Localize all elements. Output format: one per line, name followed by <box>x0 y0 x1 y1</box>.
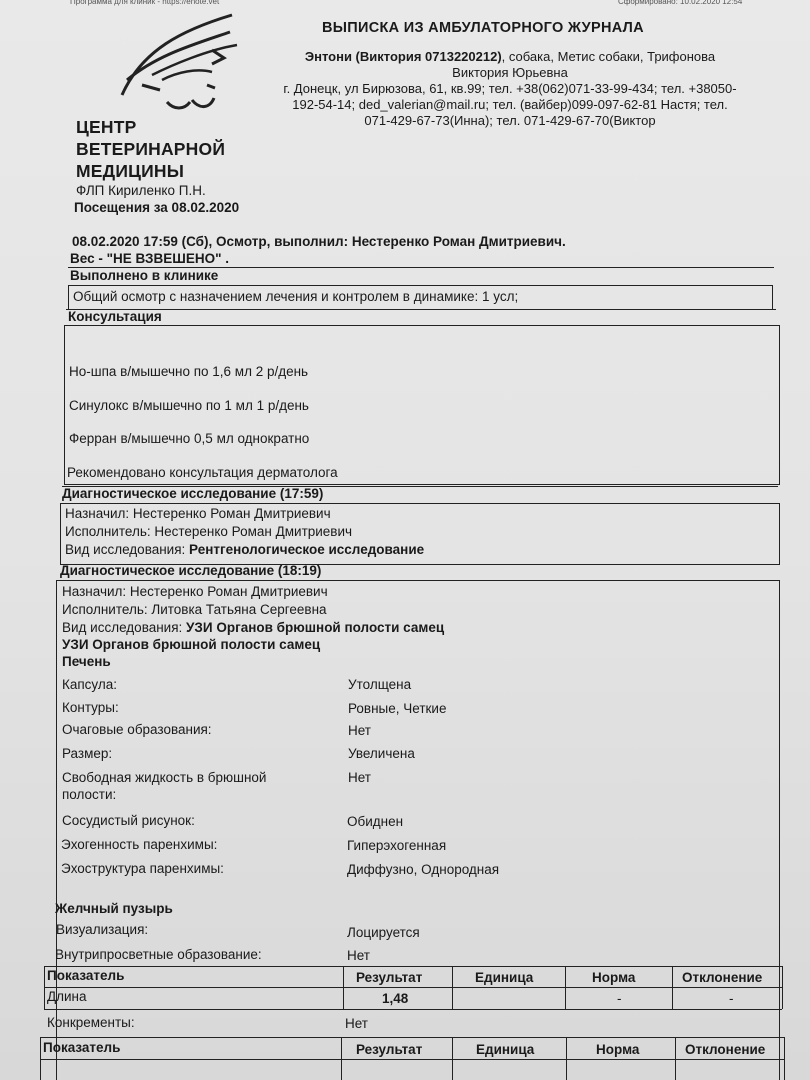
diag1-performer: Исполнитель: Нестеренко Роман Дмитриевич <box>65 524 353 539</box>
table-border <box>40 1037 784 1038</box>
liver-label-echogenicity: Эхогенность паренхимы: <box>61 837 218 852</box>
visits-title: Посещения за 08.02.2020 <box>74 200 240 215</box>
table-cell-indicator: Длина <box>47 989 87 1004</box>
generated-date: Сформировано: 10.02.2020 12:54 <box>618 0 743 6</box>
gall-value-intraluminal: Нет <box>347 948 370 963</box>
liver-value-structure: Диффузно, Однородная <box>347 862 500 877</box>
table2-header-unit: Единица <box>476 1042 535 1057</box>
liver-value-vascular: Обиднен <box>347 814 404 829</box>
concrements-label: Конкременты: <box>47 1015 135 1030</box>
weight: Вес - "НЕ ВЗВЕШЕНО" . <box>70 251 229 266</box>
table-header-norm: Норма <box>592 970 636 985</box>
done-item: Общий осмотр с назначением лечения и контролем в динамике: 1 усл; <box>73 289 519 304</box>
table-cell-norm: - <box>617 991 622 1006</box>
diag1-type-value: Рентгенологическое исследование <box>189 542 425 557</box>
liver-title: Печень <box>62 654 111 669</box>
diag2-box-right <box>779 580 780 1080</box>
liver-value-capsule: Утолщена <box>348 677 412 692</box>
table2-header-indicator: Показатель <box>43 1040 121 1055</box>
clinic-name-line2: ВЕТЕРИНАРНОЙ <box>76 139 226 159</box>
diag2-box-top <box>56 580 780 581</box>
table2-header-deviation: Отклонение <box>685 1042 766 1057</box>
owner-contacts-3: 071-429-67-73(Инна); тел. 071-429-67-70(Виктор <box>364 113 656 128</box>
table-border <box>784 1037 785 1080</box>
consult-line-2: Синулокс в/мышечно по 1 мл 1 р/день <box>69 398 309 413</box>
liver-label-fluid: Свободная жидкость в брюшной <box>62 770 267 785</box>
diag1-box <box>60 503 780 565</box>
table-border <box>452 966 453 1009</box>
owner-contacts-2: 192-54-14; ded_valerian@mail.ru; тел. (вайбер)099-097-62-81 Настя; тел. <box>292 97 728 112</box>
clinic-logo-icon <box>112 10 242 120</box>
table-border <box>452 1037 453 1080</box>
table-border <box>40 1059 784 1060</box>
table-header-deviation: Отклонение <box>682 970 763 985</box>
owner-info <box>240 49 780 129</box>
liver-value-fluid: Нет <box>348 770 371 785</box>
liver-label-size: Размер: <box>62 746 113 761</box>
diag1-type <box>65 542 424 557</box>
gall-value-visual: Лоцируется <box>347 925 420 940</box>
consult-line-1: Но-шпа в/мышечно по 1,6 мл 2 р/день <box>69 364 309 379</box>
document-title: ВЫПИСКА ИЗ АМБУЛАТОРНОГО ЖУРНАЛА <box>322 20 644 36</box>
liver-label-structure: Эхоструктура паренхимы: <box>61 861 224 876</box>
diag2-title: Диагностическое исследование (18:19) <box>60 563 322 578</box>
diag2-type-label: Вид исследования: <box>62 620 187 635</box>
table-border <box>341 1037 342 1080</box>
table-border <box>566 1037 567 1080</box>
table-border <box>672 966 673 1009</box>
table-header-indicator: Показатель <box>47 968 125 983</box>
concrements-value: Нет <box>345 1016 368 1031</box>
table-header-result: Результат <box>356 970 423 985</box>
diag2-type-value: УЗИ Органов брюшной полости самец <box>186 620 445 635</box>
owner-contacts-1: г. Донецк, ул Бирюзова, 61, кв.99; тел. +38(062)071-33-99-434; тел. +38050- <box>283 81 737 96</box>
consult-box <box>64 325 780 485</box>
patient-name: Энтони (Виктория 0713220212) <box>304 49 502 64</box>
liver-label-fluid-2: полости: <box>62 787 117 802</box>
table-border <box>44 1009 782 1010</box>
table-border <box>44 966 45 1009</box>
diag2-subtitle: УЗИ Органов брюшной полости самец <box>62 637 321 652</box>
liver-label-vascular: Сосудистый рисунок: <box>62 813 195 828</box>
consult-title: Консультация <box>68 309 162 324</box>
liver-value-size: Увеличена <box>348 746 415 761</box>
table-border <box>343 966 344 1009</box>
clinic-owner: ФЛП Кириленко П.Н. <box>76 183 206 198</box>
consult-line-4: Рекомендовано консультация дерматолога <box>67 465 338 480</box>
liver-label-focal: Очаговые образования: <box>62 722 212 737</box>
diag1-assigned: Назначил: Нестеренко Роман Дмитриевич <box>65 506 331 521</box>
table-cell-deviation: - <box>729 991 734 1006</box>
done-box <box>68 285 773 310</box>
table2-header-result: Результат <box>356 1042 423 1057</box>
liver-value-contours: Ровные, Четкие <box>348 701 447 716</box>
table-border <box>782 966 783 1009</box>
gall-label-intraluminal: Внутрипросветные образование: <box>55 947 262 962</box>
diag1-type-label: Вид исследования: <box>65 542 190 557</box>
table-header-unit: Единица <box>475 970 534 985</box>
clinic-name-line3: МЕДИЦИНЫ <box>76 161 185 181</box>
diag2-type <box>62 620 444 635</box>
gall-title: Желчный пузырь <box>55 901 173 916</box>
table-border <box>675 1037 676 1080</box>
table-cell-result: 1,48 <box>382 991 409 1006</box>
diag2-assigned: Назначил: Нестеренко Роман Дмитриевич <box>62 584 328 599</box>
clinic-name-line1: ЦЕНТР <box>76 117 137 137</box>
liver-value-echogenicity: Гиперэхогенная <box>347 838 447 853</box>
liver-label-capsule: Капсула: <box>62 677 118 692</box>
liver-value-focal: Нет <box>348 723 371 738</box>
liver-label-contours: Контуры: <box>62 700 119 715</box>
gall-label-visual: Визуализация: <box>56 922 149 937</box>
done-title: Выполнено в клинике <box>70 268 219 283</box>
diag2-box-left <box>56 580 57 1080</box>
divider <box>66 309 776 310</box>
visit-header: 08.02.2020 17:59 (Сб), Осмотр, выполнил: Нестеренко Роман Дмитриевич. <box>72 234 566 249</box>
patient-details: , собака, Метис собаки, Трифонова <box>501 49 716 64</box>
table-border <box>565 966 566 1009</box>
owner-name: Виктория Юрьевна <box>452 65 568 80</box>
top-cut-text: Программа для клиник - https://enote.vet <box>70 0 220 6</box>
table-border <box>40 1037 41 1080</box>
table2-header-norm: Норма <box>596 1042 640 1057</box>
consult-line-3: Ферран в/мышечно 0,5 мл однократно <box>69 431 310 446</box>
diag1-title: Диагностическое исследование (17:59) <box>62 486 324 501</box>
clinic-name <box>76 116 225 182</box>
diag2-performer: Исполнитель: Литовка Татьяна Сергеевна <box>62 602 327 617</box>
